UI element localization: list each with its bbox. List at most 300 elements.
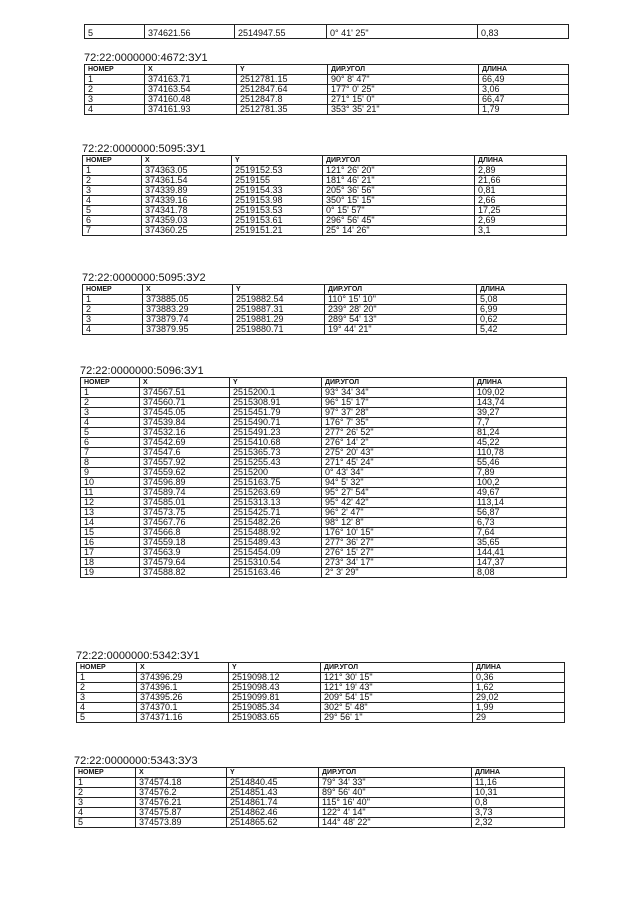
segment-length: 1,62	[473, 683, 565, 693]
header-x: X	[136, 768, 227, 778]
point-number: 3	[81, 408, 140, 418]
segment-length: 143,74	[474, 398, 567, 408]
coordinates-table	[74, 767, 565, 828]
table-row	[83, 166, 567, 176]
point-number: 3	[75, 798, 136, 808]
direction-angle: 296° 56' 45"	[323, 216, 475, 226]
direction-angle: 122° 4' 14"	[319, 808, 472, 818]
direction-angle: 98° 12' 8"	[322, 518, 474, 528]
coordinates-table	[84, 64, 569, 115]
x-coordinate: 374573.75	[140, 508, 230, 518]
point-number: 8	[81, 458, 140, 468]
point-number: 2	[81, 398, 140, 408]
table-header	[77, 663, 565, 673]
parcel-section	[82, 143, 567, 236]
segment-length: 45,22	[474, 438, 567, 448]
point-number: 13	[81, 508, 140, 518]
x-coordinate: 374567.76	[140, 518, 230, 528]
header-y: Y	[229, 663, 321, 673]
header-y: Y	[233, 285, 325, 295]
direction-angle: 89° 56' 40"	[319, 788, 472, 798]
y-coordinate: 2519153.61	[232, 216, 323, 226]
segment-length: 39,27	[474, 408, 567, 418]
point-number: 10	[81, 478, 140, 488]
table-row	[81, 548, 567, 558]
y-coordinate: 2515365.73	[230, 448, 322, 458]
x-coordinate: 374557.92	[140, 458, 230, 468]
direction-angle: 271° 45' 24"	[322, 458, 474, 468]
y-coordinate: 2519887.31	[233, 305, 325, 315]
y-coordinate: 2515200	[230, 468, 322, 478]
segment-length: 110,78	[474, 448, 567, 458]
x-coordinate: 374588.82	[140, 568, 230, 578]
segment-length: 1,79	[479, 105, 569, 115]
x-coordinate: 374579.64	[140, 558, 230, 568]
header-x: X	[140, 378, 230, 388]
table-row	[75, 788, 565, 798]
point-number: 15	[81, 528, 140, 538]
y-coordinate: 2515451.79	[230, 408, 322, 418]
segment-length: 81,24	[474, 428, 567, 438]
x-coordinate: 374559.62	[140, 468, 230, 478]
segment-length: 0,62	[477, 315, 567, 325]
header-angle: ДИР.УГОЛ	[328, 65, 479, 75]
table-row	[81, 538, 567, 548]
parcel-section	[84, 52, 569, 115]
y-coordinate: 2512847.8	[237, 95, 328, 105]
direction-angle: 0° 15' 57"	[323, 206, 475, 216]
x-coordinate: 374371.16	[137, 713, 229, 723]
x-coordinate: 374396.1	[137, 683, 229, 693]
header-y: Y	[230, 378, 322, 388]
x-coordinate: 374542.69	[140, 438, 230, 448]
x-coordinate: 374567.51	[140, 388, 230, 398]
table-row	[81, 428, 567, 438]
y-coordinate: 2519152.53	[232, 166, 323, 176]
x-coordinate: 374532.16	[140, 428, 230, 438]
direction-angle: 2° 3' 29"	[322, 568, 474, 578]
y-coordinate: 2515313.13	[230, 498, 322, 508]
table-header	[85, 65, 569, 75]
direction-angle: 95° 42' 42"	[322, 498, 474, 508]
segment-length: 2,32	[472, 818, 565, 828]
x-coordinate: 374396.29	[137, 673, 229, 683]
table-row	[81, 388, 567, 398]
point-number: 3	[83, 186, 142, 196]
x-coordinate: 374361.54	[142, 176, 232, 186]
point-number: 7	[81, 448, 140, 458]
direction-angle: 271° 15' 0"	[328, 95, 479, 105]
table-row	[81, 468, 567, 478]
segment-length: 35,65	[474, 538, 567, 548]
direction-angle: 350° 15' 15"	[323, 196, 475, 206]
point-number: 4	[77, 703, 137, 713]
y-coordinate: 2512781.35	[237, 105, 328, 115]
table-row	[85, 85, 569, 95]
direction-angle: 176° 7' 35"	[322, 418, 474, 428]
x-coordinate: 374576.2	[136, 788, 227, 798]
header-length: ДЛИНА	[475, 156, 567, 166]
y-coordinate: 2519098.43	[229, 683, 321, 693]
point-number: 11	[81, 488, 140, 498]
segment-length: 11,16	[472, 778, 565, 788]
table-row	[85, 95, 569, 105]
point-number: 5	[85, 25, 145, 39]
x-coordinate: 374576.21	[136, 798, 227, 808]
segment-length: 109,02	[474, 388, 567, 398]
point-number: 19	[81, 568, 140, 578]
y-coordinate: 2519153.53	[232, 206, 323, 216]
table-row	[83, 315, 567, 325]
y-coordinate: 2515410.68	[230, 438, 322, 448]
segment-length: 17,25	[475, 206, 567, 216]
direction-angle: 277° 26' 52"	[322, 428, 474, 438]
table-row	[77, 683, 565, 693]
table-row	[81, 458, 567, 468]
direction-angle: 273° 34' 17"	[322, 558, 474, 568]
table-header	[83, 285, 567, 295]
y-coordinate: 2515255.43	[230, 458, 322, 468]
header-length: ДЛИНА	[474, 378, 567, 388]
point-number: 4	[75, 808, 136, 818]
header-y: Y	[237, 65, 328, 75]
point-number: 4	[83, 325, 143, 335]
y-coordinate: 2514840.45	[227, 778, 319, 788]
y-coordinate: 2514947.55	[235, 25, 327, 39]
header-y: Y	[232, 156, 323, 166]
point-number: 4	[85, 105, 145, 115]
direction-angle: 276° 15' 27"	[322, 548, 474, 558]
header-angle: ДИР.УГОЛ	[322, 378, 474, 388]
direction-angle: 94° 5' 32"	[322, 478, 474, 488]
point-number: 3	[85, 95, 145, 105]
table-row	[83, 295, 567, 305]
direction-angle: 277° 36' 27"	[322, 538, 474, 548]
direction-angle: 90° 8' 47"	[328, 75, 479, 85]
y-coordinate: 2519151.21	[232, 226, 323, 236]
direction-angle: 144° 48' 22"	[319, 818, 472, 828]
header-y: Y	[227, 768, 319, 778]
segment-length: 113,14	[474, 498, 567, 508]
segment-length: 0,83	[478, 25, 569, 39]
direction-angle: 302° 5' 48"	[321, 703, 473, 713]
header-number: НОМЕР	[83, 285, 143, 295]
table-row	[81, 438, 567, 448]
x-coordinate: 374547.6	[140, 448, 230, 458]
header-angle: ДИР.УГОЛ	[323, 156, 475, 166]
segment-length: 10,31	[472, 788, 565, 798]
direction-angle: 239° 28' 20"	[325, 305, 477, 315]
parcel-title: 72:22:0000000:5096:ЗУ1	[80, 365, 204, 377]
header-length: ДЛИНА	[473, 663, 565, 673]
x-coordinate: 374596.89	[140, 478, 230, 488]
table-row	[83, 186, 567, 196]
direction-angle: 93° 34' 34"	[322, 388, 474, 398]
y-coordinate: 2512847.64	[237, 85, 328, 95]
table-row	[81, 478, 567, 488]
y-coordinate: 2515482.26	[230, 518, 322, 528]
direction-angle: 110° 15' 10"	[325, 295, 477, 305]
y-coordinate: 2515163.46	[230, 568, 322, 578]
point-number: 5	[77, 713, 137, 723]
table-row	[75, 778, 565, 788]
x-coordinate: 374163.54	[145, 85, 237, 95]
table-row	[81, 448, 567, 458]
table-row	[85, 25, 569, 39]
point-number: 1	[75, 778, 136, 788]
segment-length: 3,73	[472, 808, 565, 818]
point-number: 6	[83, 216, 142, 226]
continued-table	[84, 24, 569, 39]
x-coordinate: 374621.56	[145, 25, 235, 39]
y-coordinate: 2515490.71	[230, 418, 322, 428]
table-row	[83, 305, 567, 315]
point-number: 5	[81, 428, 140, 438]
point-number: 3	[77, 693, 137, 703]
table-row	[81, 518, 567, 528]
segment-length: 2,89	[475, 166, 567, 176]
x-coordinate: 374341.78	[142, 206, 232, 216]
y-coordinate: 2519882.54	[233, 295, 325, 305]
table-row	[81, 488, 567, 498]
y-coordinate: 2519085.34	[229, 703, 321, 713]
parcel-section	[82, 272, 567, 335]
table-row	[81, 418, 567, 428]
y-coordinate: 2515454.09	[230, 548, 322, 558]
segment-length: 7,64	[474, 528, 567, 538]
segment-length: 8,08	[474, 568, 567, 578]
segment-length: 3,06	[479, 85, 569, 95]
parcel-title: 72:22:0000000:4672:ЗУ1	[84, 52, 208, 64]
segment-length: 3,1	[475, 226, 567, 236]
segment-length: 49,67	[474, 488, 567, 498]
x-coordinate: 374360.25	[142, 226, 232, 236]
x-coordinate: 374160.48	[145, 95, 237, 105]
direction-angle: 121° 19' 43"	[321, 683, 473, 693]
segment-length: 56,87	[474, 508, 567, 518]
point-number: 9	[81, 468, 140, 478]
table-row	[77, 713, 565, 723]
y-coordinate: 2514865.62	[227, 818, 319, 828]
header-angle: ДИР.УГОЛ	[321, 663, 473, 673]
table-row	[81, 568, 567, 578]
segment-length: 6,99	[477, 305, 567, 315]
point-number: 4	[81, 418, 140, 428]
y-coordinate: 2515308.91	[230, 398, 322, 408]
point-number: 5	[75, 818, 136, 828]
table-row	[81, 508, 567, 518]
header-x: X	[142, 156, 232, 166]
table-header	[81, 378, 567, 388]
x-coordinate: 374545.05	[140, 408, 230, 418]
x-coordinate: 374370.1	[137, 703, 229, 713]
direction-angle: 209° 54' 15"	[321, 693, 473, 703]
x-coordinate: 374585.01	[140, 498, 230, 508]
segment-length: 7,7	[474, 418, 567, 428]
point-number: 17	[81, 548, 140, 558]
segment-length: 0,8	[472, 798, 565, 808]
point-number: 1	[81, 388, 140, 398]
direction-angle: 289° 54' 13"	[325, 315, 477, 325]
x-coordinate: 373883.29	[143, 305, 233, 315]
table-row	[77, 703, 565, 713]
point-number: 2	[77, 683, 137, 693]
header-angle: ДИР.УГОЛ	[319, 768, 472, 778]
y-coordinate: 2519880.71	[233, 325, 325, 335]
direction-angle: 115° 16' 40"	[319, 798, 472, 808]
x-coordinate: 374339.89	[142, 186, 232, 196]
x-coordinate: 373885.05	[143, 295, 233, 305]
y-coordinate: 2512781.15	[237, 75, 328, 85]
x-coordinate: 374589.74	[140, 488, 230, 498]
x-coordinate: 373879.95	[143, 325, 233, 335]
x-coordinate: 374359.03	[142, 216, 232, 226]
point-number: 2	[83, 176, 142, 186]
parcel-section	[76, 650, 565, 723]
point-number: 16	[81, 538, 140, 548]
parcel-title: 72:22:0000000:5342:ЗУ1	[76, 650, 200, 662]
direction-angle: 176° 10' 15"	[322, 528, 474, 538]
segment-length: 21,66	[475, 176, 567, 186]
table-row	[75, 808, 565, 818]
table-row	[83, 176, 567, 186]
x-coordinate: 374575.87	[136, 808, 227, 818]
point-number: 2	[83, 305, 143, 315]
segment-length: 66,49	[479, 75, 569, 85]
y-coordinate: 2515491.23	[230, 428, 322, 438]
table-row	[75, 798, 565, 808]
segment-length: 2,66	[475, 196, 567, 206]
header-number: НОМЕР	[75, 768, 136, 778]
segment-length: 29,02	[473, 693, 565, 703]
y-coordinate: 2519083.65	[229, 713, 321, 723]
table-row	[85, 75, 569, 85]
direction-angle: 121° 30' 15"	[321, 673, 473, 683]
y-coordinate: 2514861.74	[227, 798, 319, 808]
direction-angle: 79° 34' 33"	[319, 778, 472, 788]
coordinates-table	[82, 155, 567, 236]
segment-length: 144,41	[474, 548, 567, 558]
table-row	[75, 818, 565, 828]
table-row	[83, 325, 567, 335]
y-coordinate: 2515489.43	[230, 538, 322, 548]
direction-angle: 96° 15' 17"	[322, 398, 474, 408]
point-number: 1	[83, 295, 143, 305]
y-coordinate: 2515488.92	[230, 528, 322, 538]
x-coordinate: 374566.8	[140, 528, 230, 538]
table-row	[77, 693, 565, 703]
parcel-section	[80, 365, 567, 578]
x-coordinate: 374395.26	[137, 693, 229, 703]
y-coordinate: 2514862.46	[227, 808, 319, 818]
x-coordinate: 373879.74	[143, 315, 233, 325]
point-number: 6	[81, 438, 140, 448]
table-row	[83, 196, 567, 206]
direction-angle: 95° 27' 54"	[322, 488, 474, 498]
table-row	[81, 398, 567, 408]
parcel-title: 72:22:0000000:5095:ЗУ2	[82, 272, 206, 284]
table-row	[81, 558, 567, 568]
y-coordinate: 2515200.1	[230, 388, 322, 398]
point-number: 7	[83, 226, 142, 236]
header-angle: ДИР.УГОЛ	[325, 285, 477, 295]
table-row	[83, 216, 567, 226]
coordinates-table	[80, 377, 567, 578]
table-row	[83, 226, 567, 236]
y-coordinate: 2519099.81	[229, 693, 321, 703]
segment-length: 0,81	[475, 186, 567, 196]
table-row	[83, 206, 567, 216]
table-header	[83, 156, 567, 166]
segment-length: 5,08	[477, 295, 567, 305]
x-coordinate: 374363.05	[142, 166, 232, 176]
x-coordinate: 374574.18	[136, 778, 227, 788]
direction-angle: 19° 44' 21"	[325, 325, 477, 335]
table-row	[81, 408, 567, 418]
header-number: НОМЕР	[77, 663, 137, 673]
direction-angle: 205° 36' 56"	[323, 186, 475, 196]
coordinates-table	[76, 662, 565, 723]
header-x: X	[143, 285, 233, 295]
table-header	[75, 768, 565, 778]
header-x: X	[145, 65, 237, 75]
table-row	[81, 528, 567, 538]
parcel-title: 72:22:0000000:5095:ЗУ1	[82, 143, 206, 155]
x-coordinate: 374163.71	[145, 75, 237, 85]
header-x: X	[137, 663, 229, 673]
point-number: 4	[83, 196, 142, 206]
y-coordinate: 2515425.71	[230, 508, 322, 518]
segment-length: 7,89	[474, 468, 567, 478]
direction-angle: 29° 56' 1"	[321, 713, 473, 723]
y-coordinate: 2519153.98	[232, 196, 323, 206]
x-coordinate: 374161.93	[145, 105, 237, 115]
segment-length: 29	[473, 713, 565, 723]
point-number: 1	[85, 75, 145, 85]
segment-length: 55,46	[474, 458, 567, 468]
point-number: 2	[75, 788, 136, 798]
header-number: НОМЕР	[85, 65, 145, 75]
segment-length: 6,73	[474, 518, 567, 528]
segment-length: 2,69	[475, 216, 567, 226]
segment-length: 147,37	[474, 558, 567, 568]
segment-length: 5,42	[477, 325, 567, 335]
table-row	[81, 498, 567, 508]
x-coordinate: 374539.84	[140, 418, 230, 428]
x-coordinate: 374573.89	[136, 818, 227, 828]
point-number: 12	[81, 498, 140, 508]
direction-angle: 96° 2' 47"	[322, 508, 474, 518]
direction-angle: 276° 14' 2"	[322, 438, 474, 448]
direction-angle: 0° 41' 25"	[327, 25, 478, 39]
y-coordinate: 2519155	[232, 176, 323, 186]
table-row	[77, 673, 565, 683]
segment-length: 66,47	[479, 95, 569, 105]
x-coordinate: 374560.71	[140, 398, 230, 408]
segment-length: 100,2	[474, 478, 567, 488]
point-number: 14	[81, 518, 140, 528]
y-coordinate: 2515263.69	[230, 488, 322, 498]
header-number: НОМЕР	[83, 156, 142, 166]
direction-angle: 0° 43' 34"	[322, 468, 474, 478]
direction-angle: 181° 46' 21"	[323, 176, 475, 186]
direction-angle: 97° 37' 28"	[322, 408, 474, 418]
x-coordinate: 374563.9	[140, 548, 230, 558]
point-number: 1	[77, 673, 137, 683]
y-coordinate: 2519881.29	[233, 315, 325, 325]
table-row	[85, 105, 569, 115]
direction-angle: 353° 35' 21"	[328, 105, 479, 115]
